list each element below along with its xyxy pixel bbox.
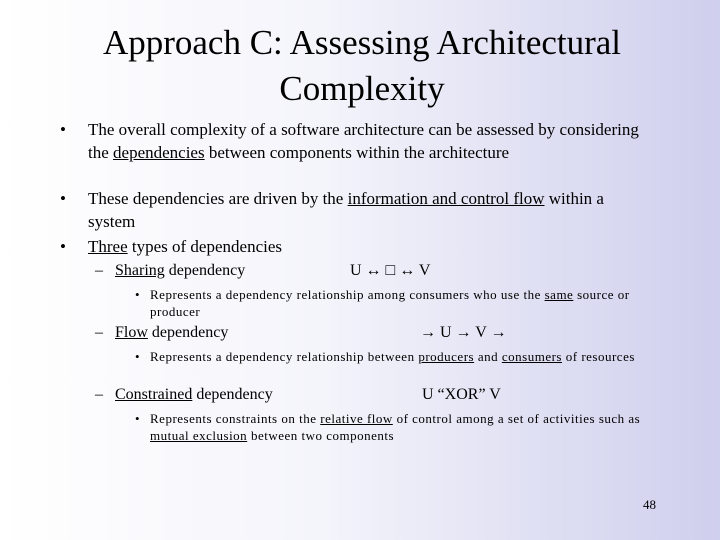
bullet-1-text bbox=[88, 118, 648, 164]
underlined-term: same bbox=[544, 287, 574, 302]
underlined-term: producers bbox=[418, 349, 475, 364]
slide-title bbox=[40, 20, 684, 112]
underlined-term: information and control flow bbox=[347, 189, 545, 208]
text-segment: These dependencies are driven by the bbox=[88, 189, 348, 208]
text-segment: between components within the architecture bbox=[204, 143, 510, 162]
title-line-1: Approach C: Assessing Architectural bbox=[102, 23, 622, 62]
dependency-constrained bbox=[95, 384, 273, 406]
underlined-term: Three bbox=[88, 237, 128, 256]
bullet-dot: • bbox=[60, 237, 66, 256]
sharing-relation: U ↔ □ ↔ V bbox=[350, 262, 431, 279]
underlined-term: relative flow bbox=[320, 411, 393, 426]
dependency-label-rest: dependency bbox=[192, 386, 273, 403]
title-line-2: Complexity bbox=[279, 69, 445, 108]
text-segment: between two components bbox=[247, 428, 395, 443]
dash: – bbox=[95, 262, 103, 279]
constrained-relation: U “XOR” V bbox=[422, 386, 501, 403]
text-segment: types of dependencies bbox=[127, 237, 283, 256]
dependency-label-underlined: Sharing bbox=[115, 262, 165, 279]
sub-bullet-dot: • bbox=[135, 287, 141, 302]
constrained-description-text bbox=[150, 410, 650, 444]
sub-bullet-dot: • bbox=[135, 411, 141, 426]
sharing-description-text bbox=[150, 286, 650, 320]
dependency-label-rest: dependency bbox=[164, 262, 246, 279]
bullet-dot: • bbox=[60, 120, 66, 139]
underlined-term: mutual exclusion bbox=[150, 428, 248, 443]
dependency-label-underlined: Flow bbox=[115, 324, 148, 341]
flow-description-text bbox=[150, 348, 650, 365]
text-segment: of resources bbox=[561, 349, 635, 364]
flow-relation: → U → V → bbox=[420, 324, 507, 341]
text-segment: of control among a set of activities such as bbox=[392, 411, 641, 426]
text-segment: Represents a dependency relationship between bbox=[150, 349, 419, 364]
dependency-label-underlined: Constrained bbox=[115, 386, 193, 403]
text-segment: Represents constraints on the bbox=[150, 411, 321, 426]
dash: – bbox=[95, 324, 103, 341]
text-segment: The overall complexity of a software architecture can be assessed by considering the bbox=[88, 120, 639, 162]
dependency-sharing bbox=[95, 260, 245, 282]
bullet-2-text bbox=[88, 187, 648, 233]
dependency-flow bbox=[95, 322, 228, 344]
page-number: 48 bbox=[643, 497, 656, 512]
sub-bullet-dot: • bbox=[135, 349, 141, 364]
text-segment: and bbox=[474, 349, 502, 364]
underlined-term: dependencies bbox=[113, 143, 205, 162]
dash: – bbox=[95, 386, 103, 403]
bullet-dot: • bbox=[60, 189, 66, 208]
text-segment: source or producer bbox=[150, 287, 630, 319]
underlined-term: consumers bbox=[501, 349, 562, 364]
bullet-3-text bbox=[88, 235, 648, 258]
text-segment: within a system bbox=[88, 189, 604, 231]
text-segment: Represents a dependency relationship among consumers who use the bbox=[150, 287, 545, 302]
dependency-label-rest: dependency bbox=[147, 324, 229, 341]
